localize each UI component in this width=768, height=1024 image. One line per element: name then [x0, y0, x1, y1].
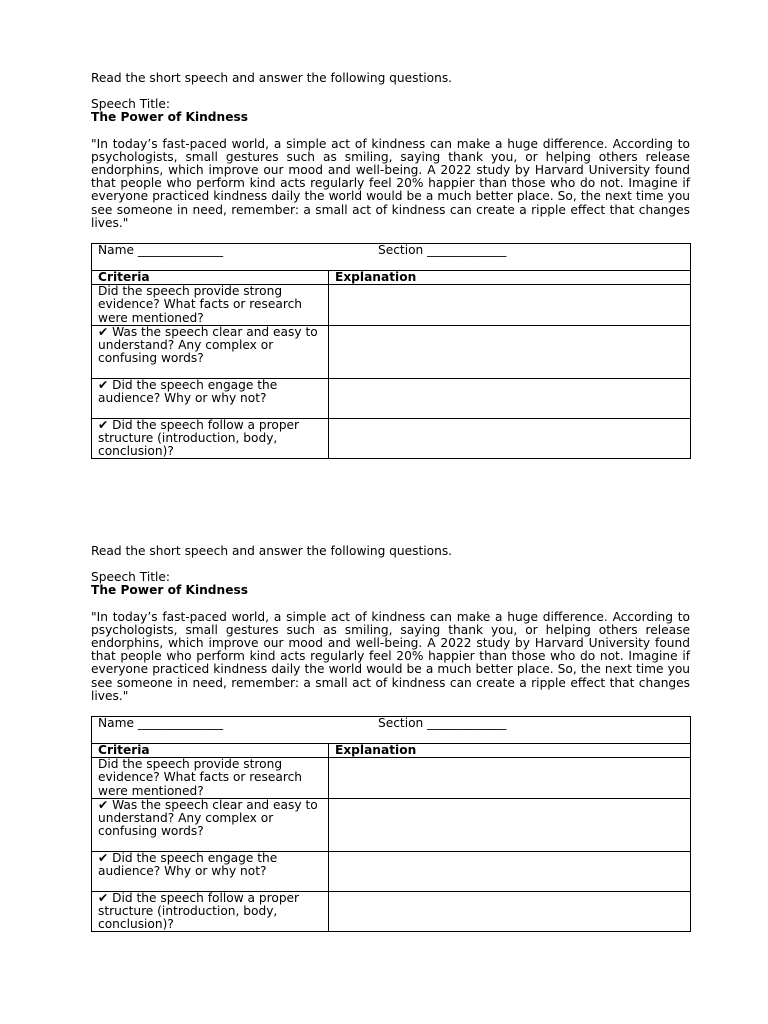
- speech-text: "In today’s fast-paced world, a simple act of kindness can make a huge difference. According to psychologists, small gestures such as smiling, saying thank you, or helping others release endorphins, which improve our mood and well-being. A 2022 study by Harvard University found that people who perform kind acts regularly feel 20% happier than those who do not. Imagine if everyone practiced kindness daily the world would be a much better place. So, the next time you see someone in need, remember: a small act of kindness can create a ripple effect that changes lives.": [91, 609, 690, 703]
- name-section-row: [92, 244, 691, 271]
- table-row: [92, 418, 691, 459]
- criteria-cell: Did the speech provide strong evidence? What facts or research were mentioned?: [92, 285, 329, 326]
- table-row: [92, 285, 691, 326]
- criteria-cell: ✔ Was the speech clear and easy to understand? Any complex or confusing words?: [92, 798, 329, 851]
- name-section-row: [92, 717, 691, 744]
- table-header-row: [92, 271, 691, 285]
- worksheet-2: [91, 545, 690, 932]
- instructions: Read the short speech and answer the following questions.: [91, 544, 453, 558]
- evaluation-table: [91, 243, 691, 459]
- explanation-header: Explanation: [329, 744, 691, 758]
- explanation-cell[interactable]: [329, 285, 691, 326]
- explanation-cell[interactable]: [329, 378, 691, 418]
- worksheet-1: [91, 72, 690, 459]
- explanation-cell[interactable]: [329, 325, 691, 378]
- name-field[interactable]: Name ______________: [98, 243, 224, 258]
- evaluation-table: [91, 716, 691, 932]
- table-row: [92, 758, 691, 799]
- table-header-row: [92, 744, 691, 758]
- criteria-cell: ✔ Did the speech engage the audience? Why or why not?: [92, 378, 329, 418]
- explanation-cell[interactable]: [329, 891, 691, 932]
- criteria-header: Criteria: [92, 271, 329, 285]
- instructions: Read the short speech and answer the following questions.: [91, 71, 453, 85]
- table-row: [92, 891, 691, 932]
- explanation-header: Explanation: [329, 271, 691, 285]
- speech-title: The Power of Kindness: [91, 110, 248, 125]
- explanation-cell[interactable]: [329, 418, 691, 459]
- table-row: [92, 325, 691, 378]
- criteria-cell: ✔ Was the speech clear and easy to understand? Any complex or confusing words?: [92, 325, 329, 378]
- table-row: [92, 851, 691, 891]
- table-row: [92, 798, 691, 851]
- section-field[interactable]: Section _____________: [378, 716, 507, 731]
- section-field[interactable]: Section _____________: [378, 243, 507, 258]
- criteria-cell: ✔ Did the speech engage the audience? Why or why not?: [92, 851, 329, 891]
- name-field[interactable]: Name ______________: [98, 716, 224, 731]
- speech-title-label: Speech Title:: [91, 97, 170, 112]
- criteria-cell: ✔ Did the speech follow a proper structure (introduction, body, conclusion)?: [92, 418, 329, 459]
- speech-text: "In today’s fast-paced world, a simple act of kindness can make a huge difference. According to psychologists, small gestures such as smiling, saying thank you, or helping others release endorphins, which improve our mood and well-being. A 2022 study by Harvard University found that people who perform kind acts regularly feel 20% happier than those who do not. Imagine if everyone practiced kindness daily the world would be a much better place. So, the next time you see someone in need, remember: a small act of kindness can create a ripple effect that changes lives.": [91, 136, 690, 230]
- table-row: [92, 378, 691, 418]
- explanation-cell[interactable]: [329, 798, 691, 851]
- explanation-cell[interactable]: [329, 758, 691, 799]
- explanation-cell[interactable]: [329, 851, 691, 891]
- criteria-cell: Did the speech provide strong evidence? What facts or research were mentioned?: [92, 758, 329, 799]
- speech-title-label: Speech Title:: [91, 570, 170, 585]
- speech-title: The Power of Kindness: [91, 583, 248, 598]
- criteria-cell: ✔ Did the speech follow a proper structure (introduction, body, conclusion)?: [92, 891, 329, 932]
- criteria-header: Criteria: [92, 744, 329, 758]
